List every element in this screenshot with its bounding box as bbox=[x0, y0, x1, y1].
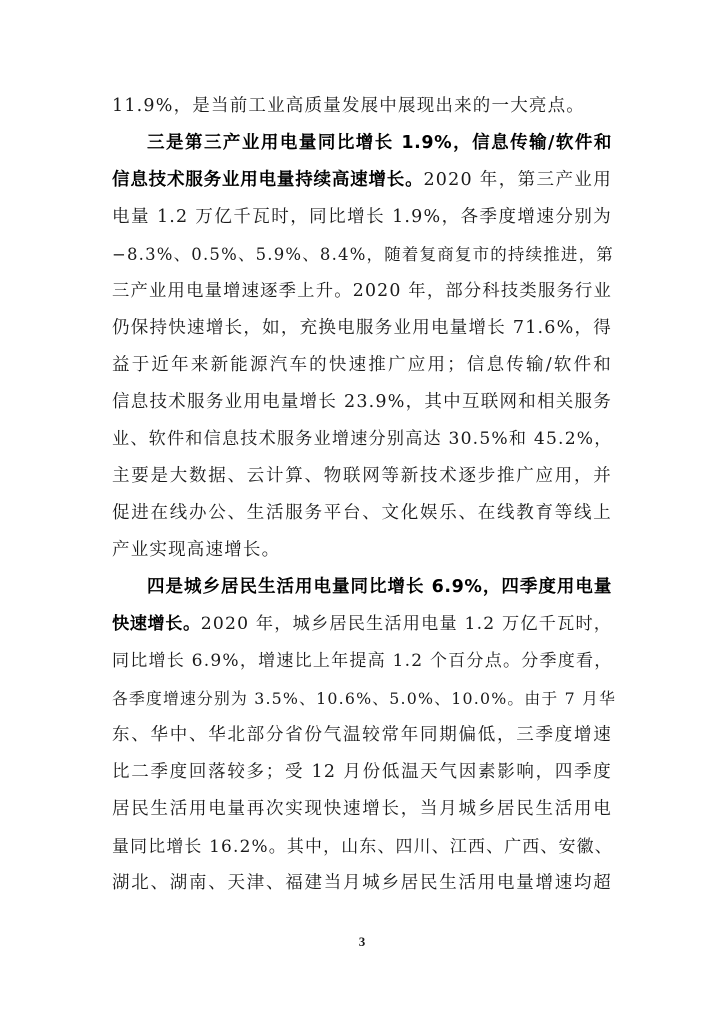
line-text: 东、华中、华北部分省份气温较常年同期偏低，三季度增速 bbox=[112, 725, 612, 745]
section-heading: 四是城乡居民生活用电量同比增长 6.9%，四季度用电量 bbox=[147, 577, 612, 597]
section-heading: 信息技术服务业用电量持续高速增长。 bbox=[112, 170, 424, 190]
text-line bbox=[112, 236, 612, 273]
line-text: 量同比增长 16.2%。其中，山东、四川、江西、广西、安徽、 bbox=[112, 836, 613, 856]
line-text: 居民生活用电量再次实现快速增长，当月城乡居民生活用电 bbox=[112, 799, 612, 819]
text-line bbox=[112, 421, 612, 458]
line-text: 湖北、湖南、天津、福建当月城乡居民生活用电量增速均超 bbox=[112, 873, 612, 893]
line-text: 电量 1.2 万亿千瓦时，同比增长 1.9%，各季度增速分别为 bbox=[112, 207, 612, 227]
line-text: 促进在线办公、生活服务平台、文化娱乐、在线教育等线上 bbox=[112, 503, 612, 523]
section-heading: 快速增长。 bbox=[112, 614, 201, 634]
text-line bbox=[112, 88, 612, 125]
line-text: 2020 年，城乡居民生活用电量 1.2 万亿千瓦时， bbox=[200, 614, 613, 634]
text-line bbox=[112, 347, 612, 384]
text-line bbox=[112, 532, 612, 569]
line-text: 业、软件和信息技术服务业增速分别高达 30.5%和 45.2%， bbox=[112, 429, 613, 449]
text-line bbox=[112, 680, 617, 717]
line-text: 2020 年，第三产业用 bbox=[423, 170, 612, 190]
line-text: 信息技术服务业用电量增长 23.9%，其中互联网和相关服务 bbox=[112, 392, 612, 412]
line-text: 产业实现高速增长。 bbox=[112, 540, 281, 560]
text-line bbox=[112, 495, 612, 532]
page-number: 3 bbox=[358, 934, 366, 949]
line-text: −8.3%、0.5%、5.9%、8.4%，随着复商复市的持续推进，第 bbox=[112, 245, 614, 264]
text-line bbox=[112, 754, 612, 791]
line-text: 比二季度回落较多；受 12 月份低温天气因素影响，四季度 bbox=[112, 762, 612, 782]
text-line bbox=[112, 384, 612, 421]
text-line bbox=[112, 717, 612, 754]
text-line bbox=[112, 273, 612, 310]
line-text: 仍保持快速增长，如，充换电服务业用电量增长 71.6%，得 bbox=[112, 318, 612, 338]
text-line bbox=[112, 458, 612, 495]
line-text: 各季度增速分别为 3.5%、10.6%、5.0%、10.0%。由于 7 月华 bbox=[112, 689, 617, 708]
text-line bbox=[112, 828, 612, 865]
line-text: 同比增长 6.9%，增速比上年提高 1.2 个百分点。分季度看， bbox=[112, 651, 613, 671]
line-text: 三产业用电量增速逐季上升。2020 年，部分科技类服务行业 bbox=[112, 281, 612, 301]
text-line bbox=[112, 125, 612, 162]
text-line bbox=[112, 791, 612, 828]
text-line bbox=[112, 865, 612, 902]
line-text: 11.9%，是当前工业高质量发展中展现出来的一大亮点。 bbox=[112, 96, 585, 116]
line-text: 主要是大数据、云计算、物联网等新技术逐步推广应用，并 bbox=[112, 466, 612, 486]
text-line bbox=[112, 310, 612, 347]
text-line bbox=[112, 162, 612, 199]
body-text bbox=[112, 88, 617, 902]
text-line bbox=[112, 569, 612, 606]
section-heading: 三是第三产业用电量同比增长 1.9%，信息传输/软件和 bbox=[147, 133, 612, 153]
line-text: 益于近年来新能源汽车的快速推广应用；信息传输/软件和 bbox=[112, 355, 612, 375]
text-line bbox=[112, 199, 612, 236]
text-line bbox=[112, 643, 612, 680]
text-line bbox=[112, 606, 612, 643]
